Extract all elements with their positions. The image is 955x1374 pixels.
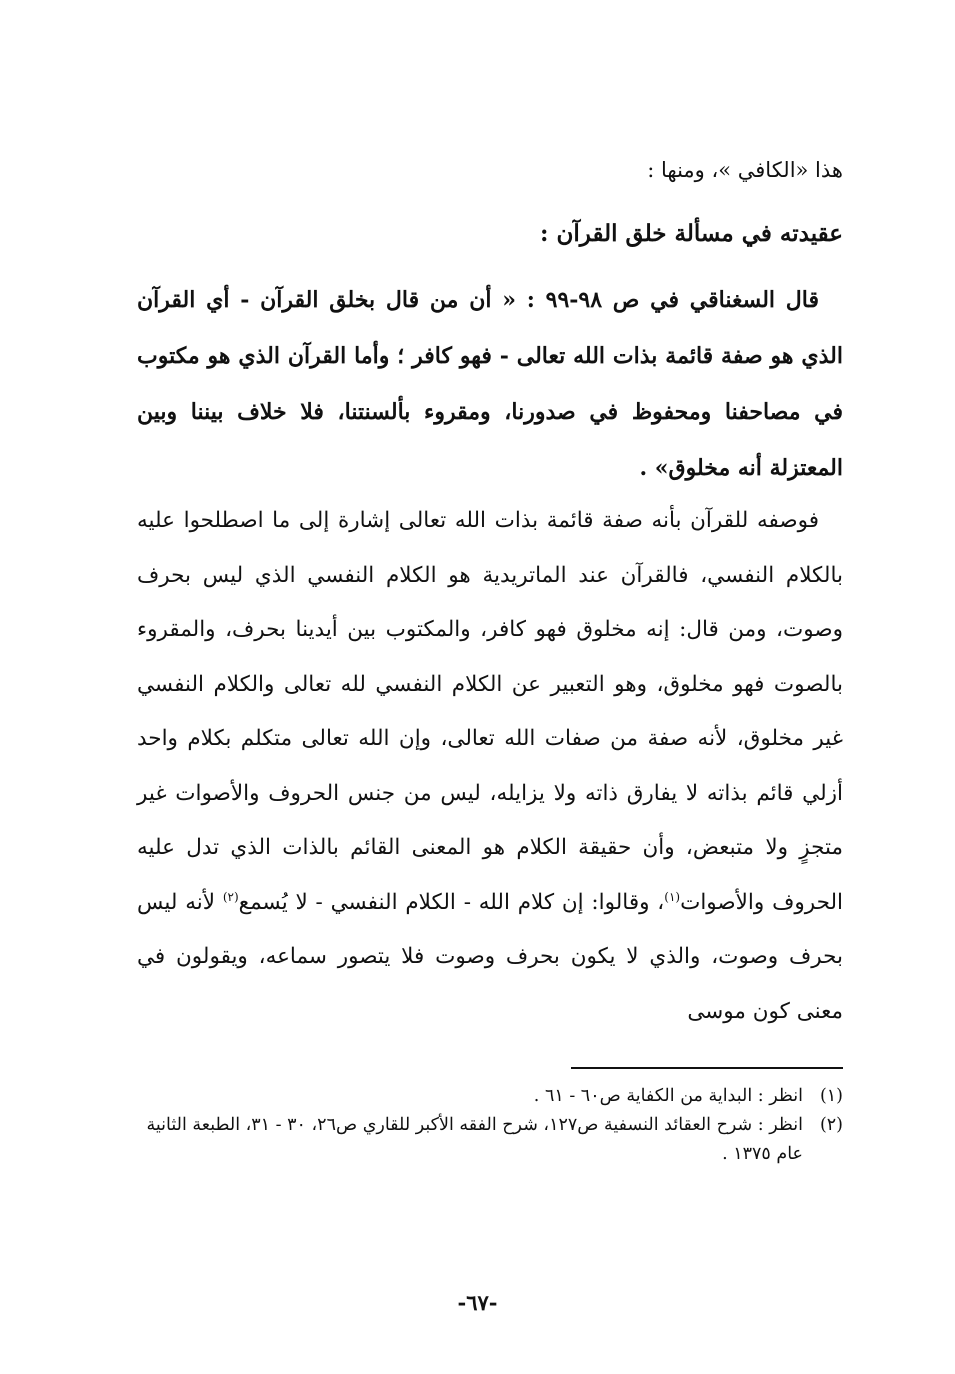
footnote-ref-2[interactable]: (٢) — [222, 889, 239, 904]
heading-text: عقيدته في مسألة خلق القرآن : — [540, 220, 843, 247]
footnote-ref-1[interactable]: (١) — [664, 889, 681, 904]
body-text-part-1: فوصفه للقرآن بأنه صفة قائمة بذات الله تعالى إشارة إلى ما اصطلحوا عليه بالكلام النفسي، فالقرآن عند الماتريدية هو الكلام النفسي الذي ليس بحرف وصوت، ومن قال: إنه مخلوق فهو كافر، والمكتوب بين أيدينا بحرف، والمقروء بالصوت فهو مخلوق، وهو التعبير عن الكلام النفسي لله تعالى والكلام النفسي غير مخلوق، لأنه صفة من صفات الله تعالى، وإن الله تعالى متكلم بكلام واحد أزلي قائم بذاته لا يفارق ذاته ولا يزايله، ليس من جنس الحروف والأصوات غير متجزٍ ولا متبعض، وأن حقيقة الكلام هو المعنى القائم بالذات الذي تدل عليه الحروف والأصوات — [137, 508, 843, 915]
footnote-text: انظر : البداية من الكفاية ص٦٠ - ٦١ . — [533, 1086, 803, 1106]
footnote-item — [131, 1111, 843, 1169]
footnote-divider — [571, 1067, 843, 1069]
page-number: -٦٧- — [457, 1290, 498, 1315]
footnote-item — [131, 1082, 843, 1111]
intro-text: هذا «الكافي »، ومنها : — [647, 158, 843, 182]
intro-line — [137, 150, 843, 190]
quote-paragraph — [137, 272, 843, 496]
section-heading — [137, 212, 843, 256]
footnotes — [131, 1082, 843, 1169]
footnote-number: (٢) — [819, 1115, 843, 1135]
footnote-text: انظر : شرح العقائد النسفية ص١٢٧، شرح الفقه الأكبر للقاري ص٢٦، ٣٠ - ٣١، الطبعة الثانية عام ١٣٧٥ . — [146, 1115, 803, 1164]
footnote-number: (١) — [819, 1086, 843, 1106]
body-text-part-3: لأنه ليس بحرف وصوت، والذي لا يكون بحرف وصوت فلا يتصور سماعه، ويقولون في معنى كون موسى — [137, 889, 843, 1024]
body-paragraph — [137, 494, 843, 1039]
quote-text: قال السغناقي في ص ٩٨-٩٩ : « أن من قال بخلق القرآن - أي القرآن الذي هو صفة قائمة بذات الله تعالى - فهو كافر ؛ وأما القرآن الذي هو مكتوب في مصاحفنا ومحفوظ في صدورنا، ومقروء بألسنتنا، فلا خلاف بيننا وبين المعتزلة أنه مخلوق» . — [137, 287, 843, 481]
body-text-part-2: ، وقالوا: إن كلام الله - الكلام النفسي - لا يُسمع — [238, 889, 665, 915]
